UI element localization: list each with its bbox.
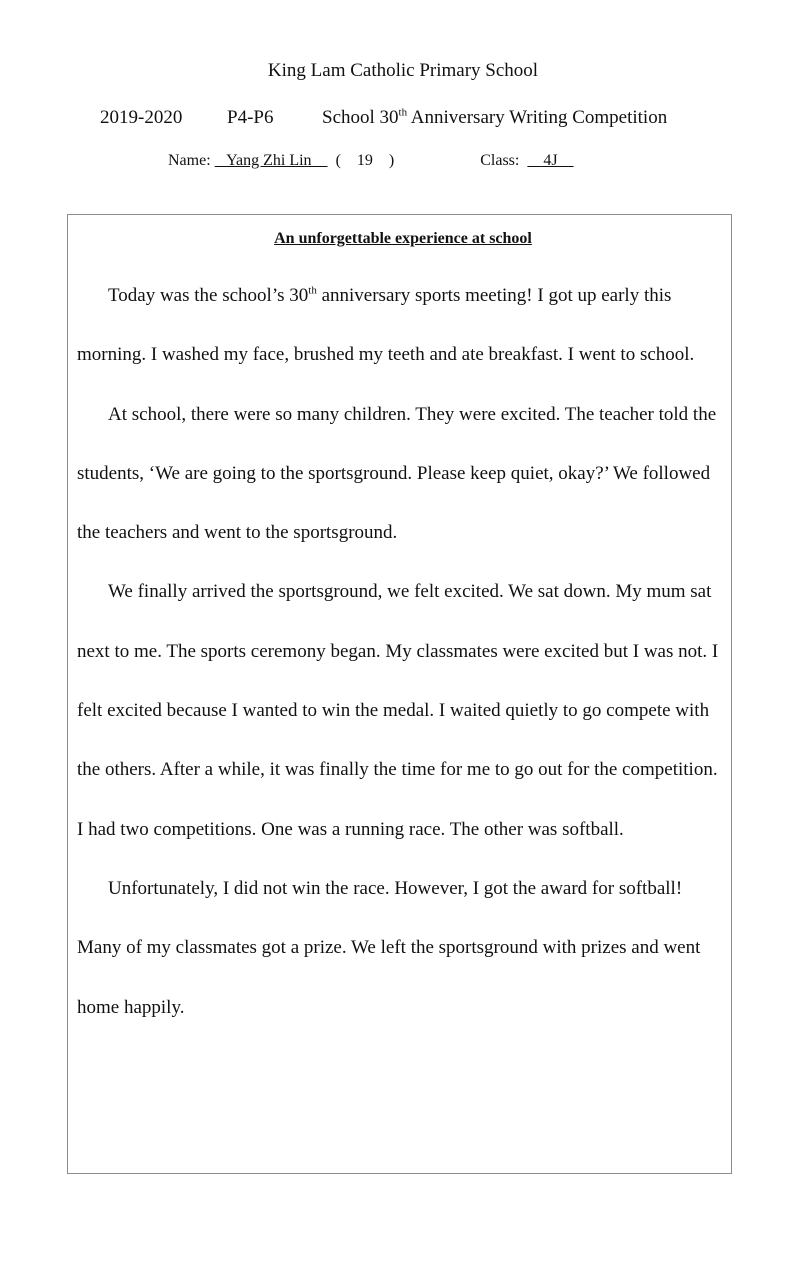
- name-label: Name:: [168, 152, 211, 169]
- essay-paragraph-3: We finally arrived the sportsground, we felt excited. We sat down. My mum sat next to me. The sports ceremony began. My classmates were excited but I was not. I felt excited because I wanted to win the medal. I waited quietly to go compete with the others. After a while, it was finally the time for me to go out for the competition. I had two competitions. One was a running race. The other was softball.: [77, 581, 719, 840]
- school-year: 2019-2020: [100, 107, 183, 128]
- grade-level: P4-P6: [227, 107, 274, 128]
- class-value: 4J: [527, 152, 574, 169]
- school-name: King Lam Catholic Primary School: [267, 60, 539, 81]
- student-name: Yang Zhi Lin: [214, 152, 328, 169]
- class-label: Class:: [480, 152, 520, 169]
- essay-paragraph-2: At school, there were so many children. They were excited. The teacher told the students, ‘We are going to the sportsground. Please keep quiet, okay?’ We followed the teachers and went to the sportsground.: [77, 403, 717, 544]
- essay-title: An unforgettable experience at school: [274, 230, 532, 247]
- student-info-line: [168, 152, 574, 170]
- competition-line: [100, 107, 667, 129]
- student-number: ( 19 ): [335, 152, 395, 169]
- competition-title: School 30th Anniversary Writing Competition: [322, 106, 668, 128]
- essay-paragraph-1: Today was the school’s 30th anniversary sports meeting! I got up early this morning. I washed my face, brushed my teeth and ate breakfast. I went to school.: [77, 284, 695, 366]
- essay-paragraph-4: Unfortunately, I did not win the race. However, I got the award for softball! Many of my classmates got a prize. We left the sportsground with prizes and went home happily.: [77, 877, 701, 1018]
- essay-body: [77, 266, 727, 1037]
